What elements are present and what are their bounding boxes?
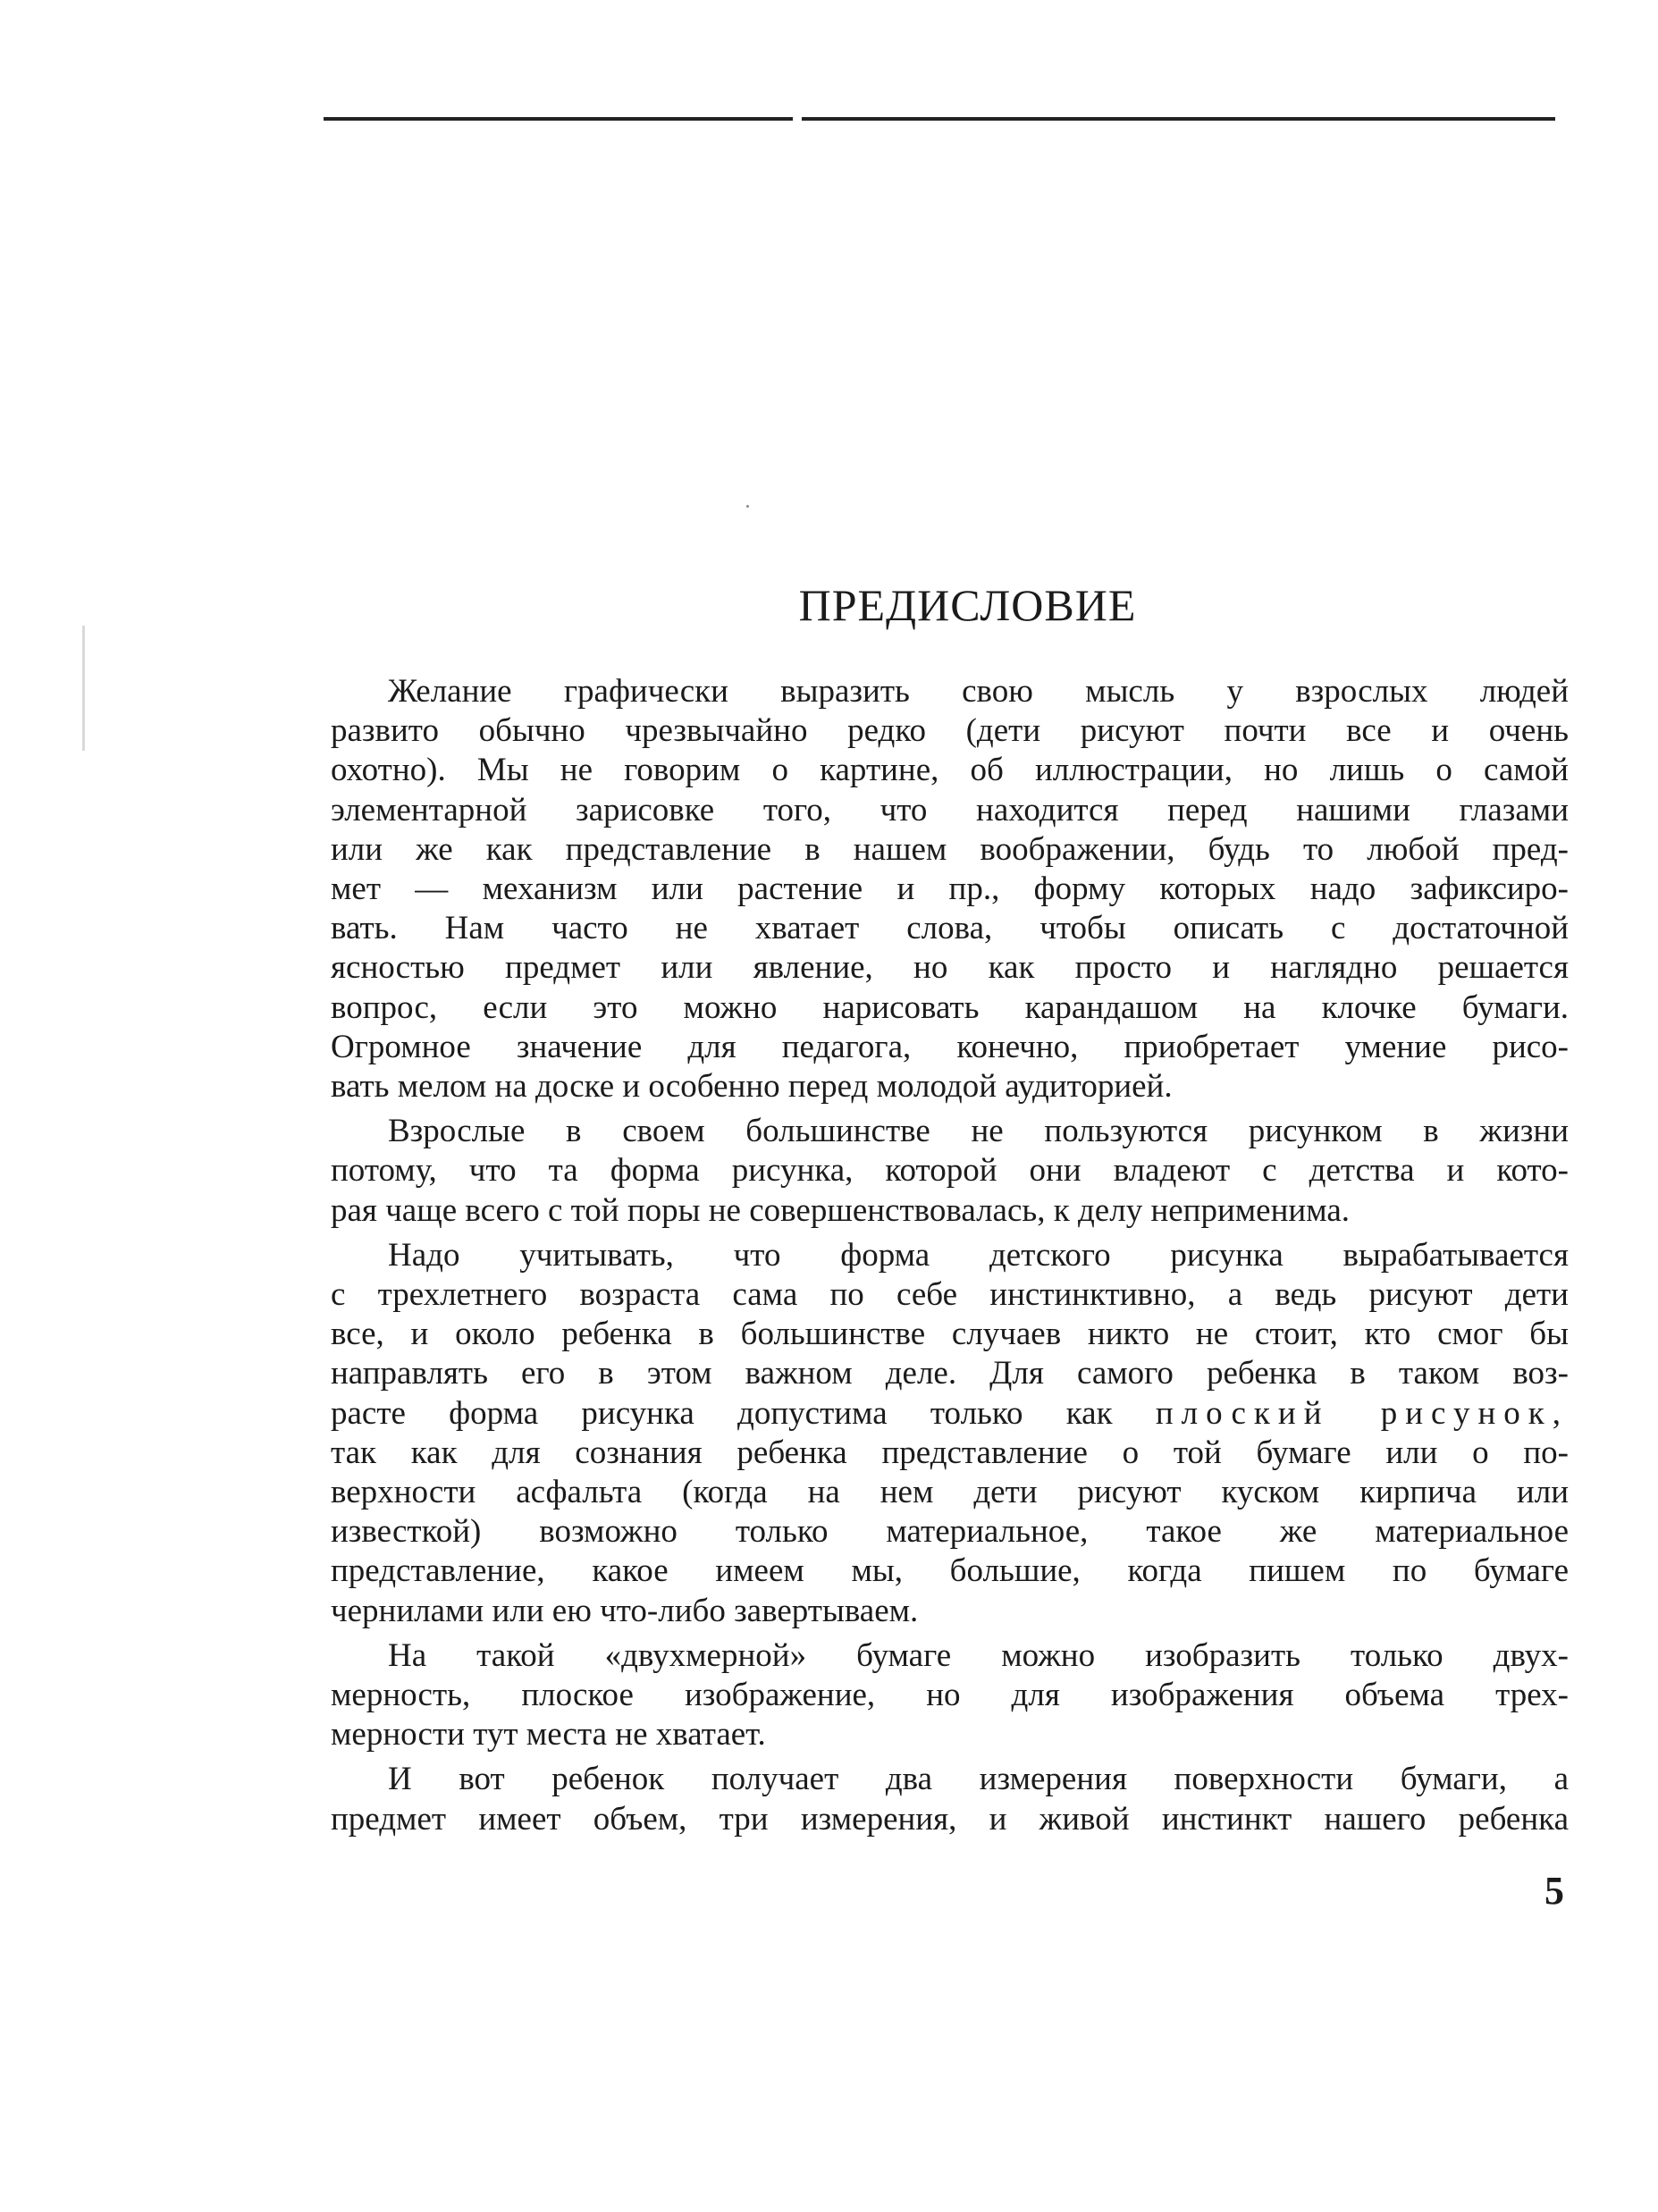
- text-line: верхности асфальта (когда на нем дети рисуют куском кирпича или: [331, 1474, 1569, 1511]
- text-line: так как для сознания ребенка представление о той бумаге или о по-: [331, 1434, 1569, 1471]
- body-text: [331, 672, 1569, 1845]
- text-line: элементарной зарисовке того, что находится перед нашими глазами: [331, 791, 1569, 828]
- text-line: потому, что та форма рисунка, которой они владеют с детства и кото-: [331, 1152, 1569, 1190]
- paragraph: [331, 1636, 1569, 1755]
- header-rule-right: [802, 117, 1555, 121]
- paragraph: [331, 672, 1569, 1106]
- text-fragment: расте форма рисунка допустима только как: [331, 1394, 1113, 1432]
- text-line: ясностью предмет или явление, но как просто и наглядно решается: [331, 949, 1569, 987]
- text-line: На такой «двухмерной» бумаге можно изобразить только двух-: [388, 1636, 1569, 1674]
- text-line: Желание графически выразить свою мысль у взрослых людей: [388, 673, 1569, 710]
- text-line: представление, какое имеем мы, большие, когда пишем по бумаге: [331, 1552, 1569, 1590]
- text-line: или же как представление в нашем воображении, будь то любой пред-: [331, 830, 1569, 868]
- text-line: предмет имеет объем, три измерения, и живой инстинкт нашего ребенка: [331, 1800, 1569, 1838]
- paragraph: [331, 1236, 1569, 1631]
- text-line: мерности тут места не хватает.: [331, 1716, 766, 1754]
- text-line: рая чаще всего с той поры не совершенствовалась, к делу неприменима.: [331, 1191, 1351, 1229]
- text-line: все, и около ребенка в большинстве случаев никто не стоит, кто смог бы: [331, 1316, 1569, 1353]
- text-line: известкой) возможно только материальное, такое же материальное: [331, 1513, 1569, 1551]
- page-title: ПРЕДИСЛОВИЕ: [798, 580, 1137, 630]
- scan-speck: [746, 505, 749, 508]
- text-line-with-emphasis: [331, 1394, 1569, 1434]
- text-line: Надо учитывать, что форма детского рисунка вырабатывается: [388, 1236, 1569, 1274]
- text-line: направлять его в этом важном деле. Для самого ребенка в таком воз-: [331, 1355, 1569, 1392]
- text-line: развито обычно чрезвычайно редко (дети рисуют почти все и очень: [331, 712, 1569, 750]
- text-line: мет — механизм или растение и пр., форму которых надо зафиксиро-: [331, 871, 1569, 908]
- text-line: вать мелом на доске и особенно перед молодой аудиторией.: [331, 1068, 1173, 1106]
- paragraph: [331, 1112, 1569, 1231]
- text-line: чернилами или ею что-либо завертываем.: [331, 1592, 919, 1629]
- scan-margin-mark: [82, 626, 85, 751]
- spaced-emphasis: плоский рисунок,: [1155, 1394, 1570, 1432]
- text-line: мерность, плоское изображение, но для изображения объема трех-: [331, 1677, 1569, 1714]
- text-line: И вот ребенок получает два измерения поверхности бумаги, а: [388, 1761, 1569, 1798]
- text-line: Огромное значение для педагога, конечно, приобретает умение рисо-: [331, 1028, 1569, 1065]
- text-line: с трехлетнего возраста сама по себе инстинктивно, а ведь рисуют дети: [331, 1276, 1569, 1314]
- text-line: вать. Нам часто не хватает слова, чтобы описать с достаточной: [331, 910, 1569, 947]
- text-line: охотно). Мы не говорим о картине, об иллюстрации, но лишь о самой: [331, 752, 1569, 789]
- paragraph: [331, 1760, 1569, 1838]
- page-number: 5: [1544, 1869, 1564, 1913]
- header-rule-left: [324, 117, 793, 121]
- text-line: Взрослые в своем большинстве не пользуются рисунком в жизни: [388, 1113, 1569, 1150]
- text-line: вопрос, если это можно нарисовать карандашом на клочке бумаги.: [331, 988, 1569, 1026]
